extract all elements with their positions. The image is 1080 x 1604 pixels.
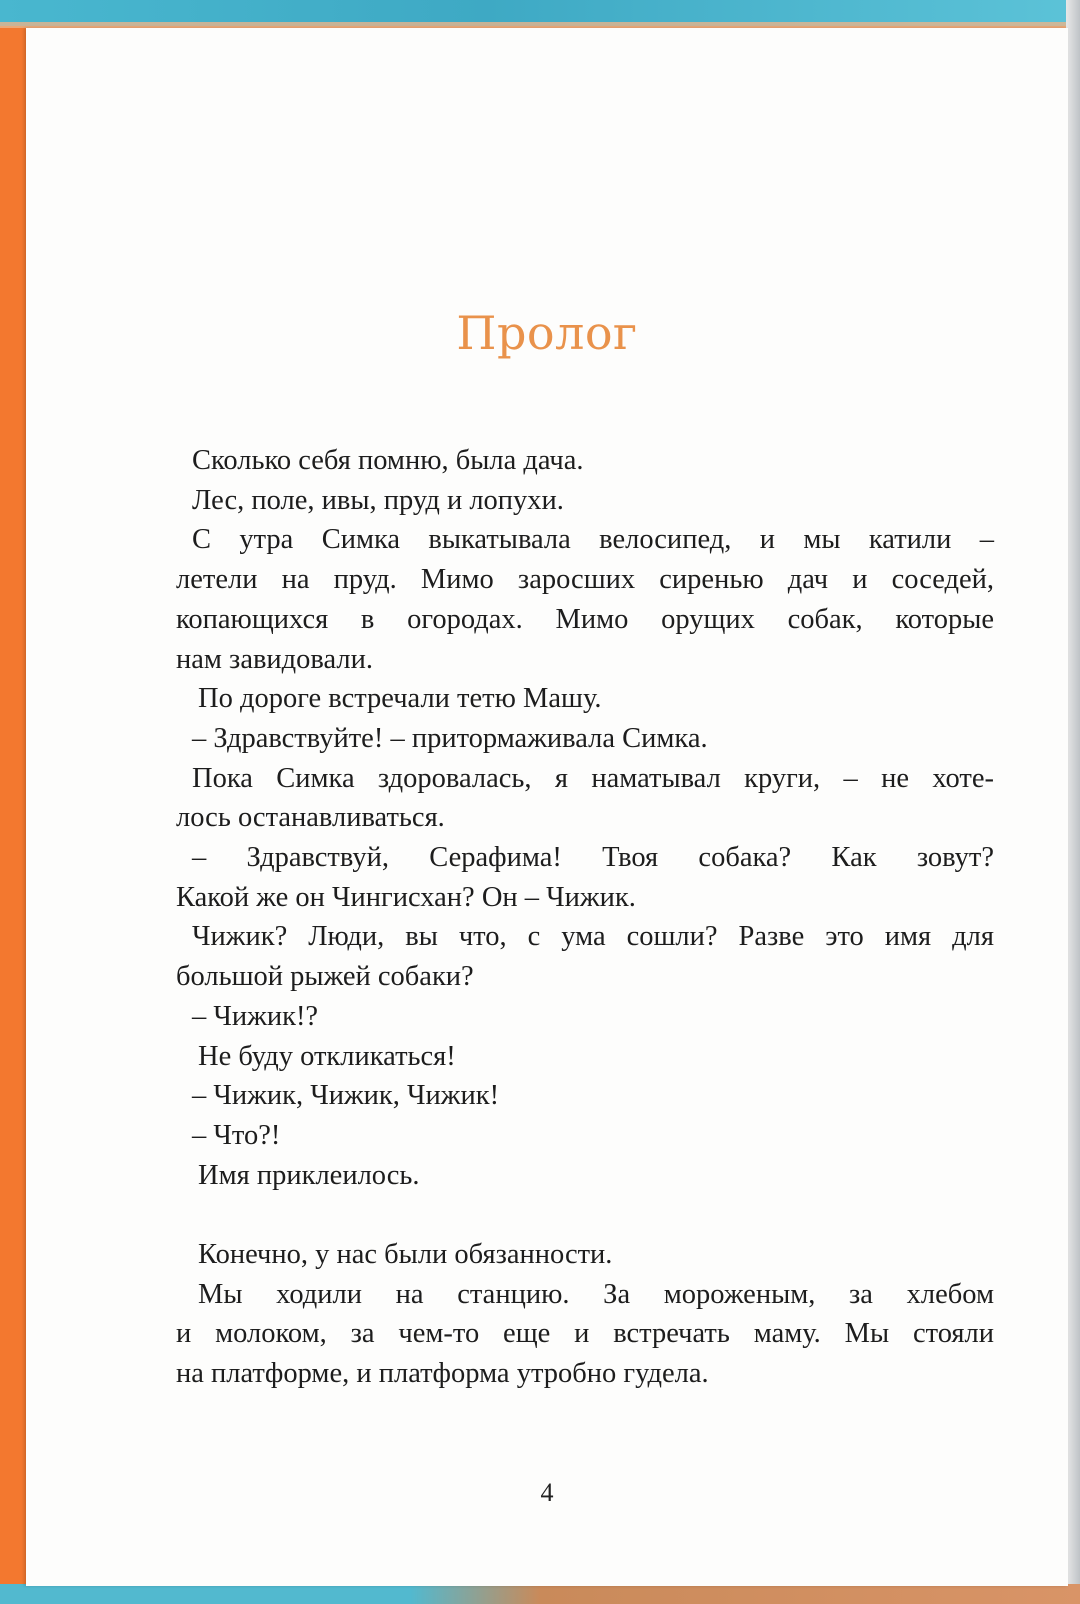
- text-line: – Чижик!?: [192, 1000, 319, 1032]
- text-line: Имя приклеилось.: [198, 1159, 420, 1191]
- book-page: [26, 28, 1068, 1586]
- text-line: С утра Симка выкатывала велосипед, и мы катили –: [192, 524, 994, 556]
- text-line: на платформе, и платформа утробно гудела.: [176, 1358, 709, 1390]
- text-line: Конечно, у нас были обязанности.: [198, 1239, 613, 1271]
- text-line: Пока Симка здоровалась, я наматывал круги, – не хоте-: [192, 762, 994, 794]
- page-stack-edge: [1066, 0, 1080, 1604]
- text-line: Сколько себя помню, была дача.: [192, 445, 584, 476]
- text-line: большой рыжей собаки?: [176, 961, 474, 993]
- text-line: лось останавливаться.: [176, 802, 445, 834]
- paragraph-gap: [176, 1195, 994, 1235]
- text-line: Чижик? Люди, вы что, с ума сошли? Разве это имя для: [192, 921, 994, 953]
- text-line: Лес, поле, ивы, пруд и лопухи.: [192, 484, 564, 516]
- text-line: По дороге встречали тетю Машу.: [198, 683, 602, 715]
- text-line: Не буду откликаться!: [198, 1040, 456, 1072]
- text-line: – Здравствуй, Серафима! Твоя собака? Как зовут?: [192, 842, 994, 874]
- cover-bottom-strip: [0, 1584, 1080, 1604]
- text-line: – Чижик, Чижик, Чижик!: [192, 1080, 500, 1112]
- text-line: и молоком, за чем-то еще и встречать маму. Мы стояли: [176, 1318, 994, 1350]
- text-line: – Что?!: [192, 1119, 281, 1151]
- text-line: летели на пруд. Мимо заросших сиренью дач и соседей,: [176, 564, 994, 596]
- body-text: [176, 441, 994, 1394]
- page-number: 4: [540, 1478, 554, 1507]
- text-line: Мы ходили на станцию. За мороженым, за хлебом: [198, 1278, 994, 1310]
- text-line: копающихся в огородах. Мимо орущих собак, которые: [176, 603, 994, 635]
- text-line: нам завидовали.: [176, 643, 374, 675]
- chapter-title: Пролог: [456, 306, 638, 360]
- text-line: – Здравствуйте! – притормаживала Симка.: [192, 722, 708, 754]
- text-line: Какой же он Чингисхан? Он – Чижик.: [176, 881, 636, 913]
